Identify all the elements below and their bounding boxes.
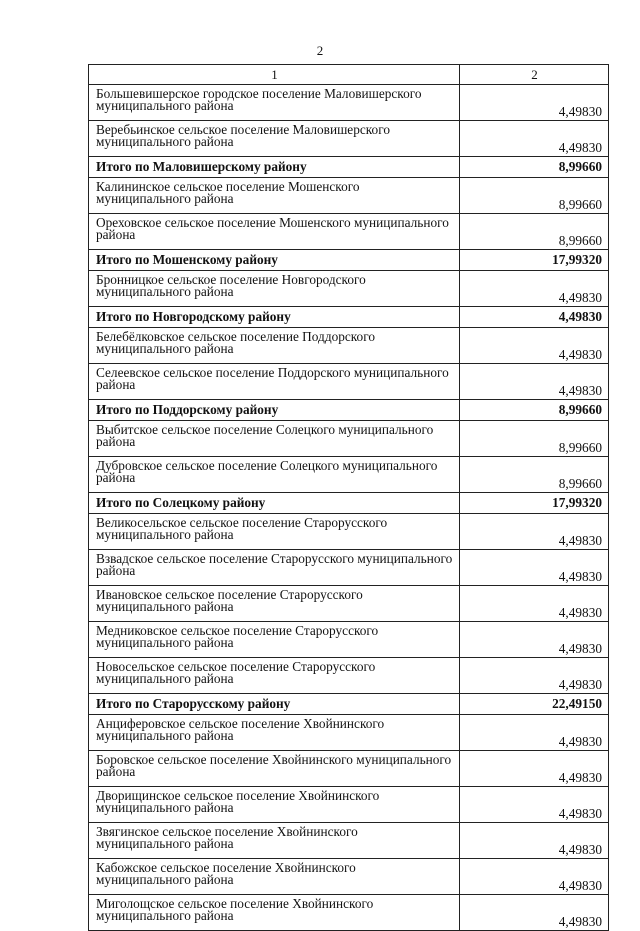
settlement-name: Великосельское сельское поселение Старорусского муниципального района [89, 514, 460, 550]
total-value: 17,99320 [460, 493, 609, 514]
total-label: Итого по Маловишерскому району [89, 157, 460, 178]
table-row [89, 121, 609, 157]
table-row [89, 328, 609, 364]
settlement-value: 4,49830 [460, 751, 609, 787]
settlement-name: Боровское сельское поселение Хвойнинского муниципального района [89, 751, 460, 787]
column-header-1: 1 [89, 65, 460, 85]
settlement-name: Ореховское сельское поселение Мошенского муниципального района [89, 214, 460, 250]
settlement-value: 4,49830 [460, 658, 609, 694]
total-label: Итого по Солецкому району [89, 493, 460, 514]
table-row [89, 787, 609, 823]
total-value: 8,99660 [460, 157, 609, 178]
settlement-value: 4,49830 [460, 859, 609, 895]
settlement-name: Медниковское сельское поселение Старорусского муниципального района [89, 622, 460, 658]
settlement-name: Дубровское сельское поселение Солецкого муниципального района [89, 457, 460, 493]
settlement-name: Калининское сельское поселение Мошенского муниципального района [89, 178, 460, 214]
table-row [89, 364, 609, 400]
settlement-name: Анциферовское сельское поселение Хвойнинского муниципального района [89, 715, 460, 751]
total-row [89, 307, 609, 328]
table-row [89, 658, 609, 694]
table-row [89, 457, 609, 493]
settlement-name: Новосельское сельское поселение Старорусского муниципального района [89, 658, 460, 694]
settlement-name: Ивановское сельское поселение Старорусского муниципального района [89, 586, 460, 622]
settlement-name: Звягинское сельское поселение Хвойнинского муниципального района [89, 823, 460, 859]
settlement-value: 4,49830 [460, 586, 609, 622]
table-row [89, 85, 609, 121]
settlement-name: Миголощское сельское поселение Хвойнинского муниципального района [89, 895, 460, 931]
settlement-name: Селеевское сельское поселение Поддорского муниципального района [89, 364, 460, 400]
settlement-value: 4,49830 [460, 550, 609, 586]
settlement-name: Большевишерское городское поселение Маловишерского муниципального района [89, 85, 460, 121]
settlement-value: 8,99660 [460, 421, 609, 457]
settlement-name: Кабожское сельское поселение Хвойнинского муниципального района [89, 859, 460, 895]
settlement-value: 4,49830 [460, 271, 609, 307]
total-value: 4,49830 [460, 307, 609, 328]
page-number: 2 [316, 43, 324, 58]
table-row [89, 715, 609, 751]
total-row [89, 157, 609, 178]
table-row [89, 214, 609, 250]
total-value: 8,99660 [460, 400, 609, 421]
table-row [89, 895, 609, 931]
table-row [89, 178, 609, 214]
total-label: Итого по Старорусскому району [89, 694, 460, 715]
settlement-value: 4,49830 [460, 715, 609, 751]
settlement-name: Дворищинское сельское поселение Хвойнинского муниципального района [89, 787, 460, 823]
settlement-value: 8,99660 [460, 178, 609, 214]
table-row [89, 271, 609, 307]
settlement-value: 4,49830 [460, 514, 609, 550]
settlement-value: 4,49830 [460, 622, 609, 658]
settlement-value: 4,49830 [460, 328, 609, 364]
table-row [89, 622, 609, 658]
table-row [89, 421, 609, 457]
header-row [89, 65, 609, 85]
table-row [89, 751, 609, 787]
settlement-value: 4,49830 [460, 823, 609, 859]
settlement-name: Выбитское сельское поселение Солецкого муниципального района [89, 421, 460, 457]
settlement-name: Бронницкое сельское поселение Новгородского муниципального района [89, 271, 460, 307]
settlement-name: Взвадское сельское поселение Старорусского муниципального района [89, 550, 460, 586]
total-value: 17,99320 [460, 250, 609, 271]
table-row [89, 823, 609, 859]
table-body [89, 65, 609, 931]
total-row [89, 493, 609, 514]
total-value: 22,49150 [460, 694, 609, 715]
settlement-name: Белебёлковское сельское поселение Поддорского муниципального района [89, 328, 460, 364]
total-row [89, 250, 609, 271]
table-row [89, 586, 609, 622]
table-row [89, 514, 609, 550]
settlement-value: 8,99660 [460, 214, 609, 250]
settlement-value: 4,49830 [460, 121, 609, 157]
total-label: Итого по Поддорскому району [89, 400, 460, 421]
settlement-value: 4,49830 [460, 787, 609, 823]
total-label: Итого по Новгородскому району [89, 307, 460, 328]
settlement-value: 4,49830 [460, 895, 609, 931]
allocation-table [88, 64, 609, 931]
total-row [89, 400, 609, 421]
table-row [89, 859, 609, 895]
settlement-value: 4,49830 [460, 85, 609, 121]
settlement-name: Веребьинское сельское поселение Маловишерского муниципального района [89, 121, 460, 157]
table-row [89, 550, 609, 586]
total-row [89, 694, 609, 715]
settlement-value: 8,99660 [460, 457, 609, 493]
total-label: Итого по Мошенскому району [89, 250, 460, 271]
settlement-value: 4,49830 [460, 364, 609, 400]
column-header-2: 2 [460, 65, 609, 85]
